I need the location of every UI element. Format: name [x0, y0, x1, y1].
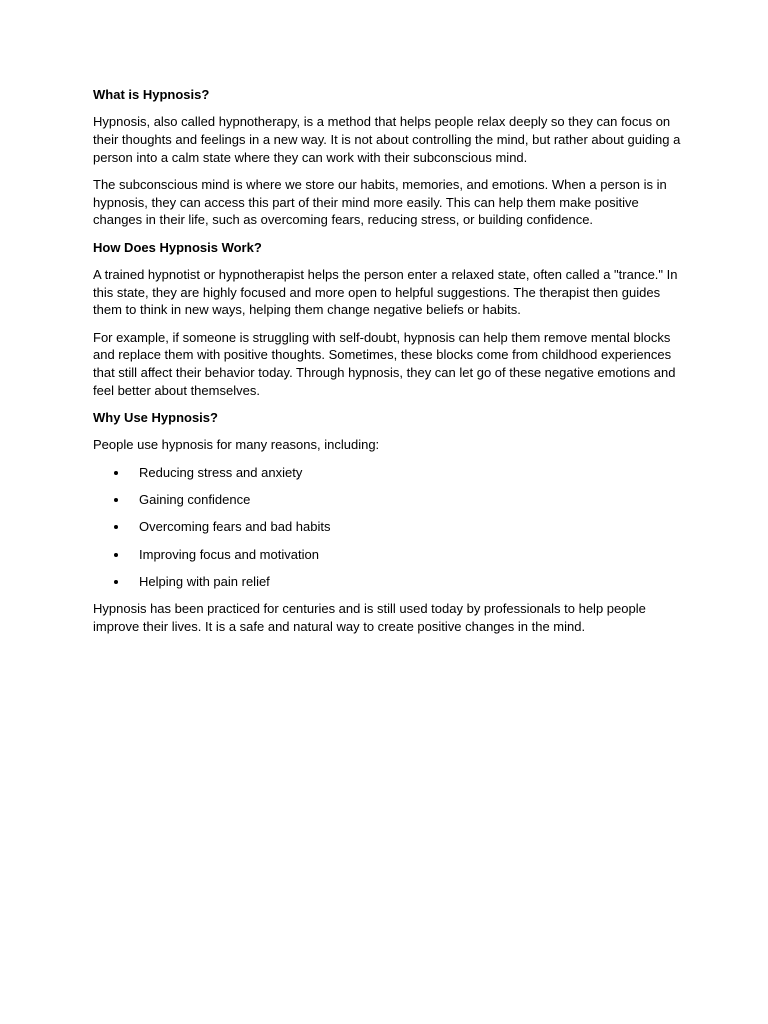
bullet-item — [93, 546, 683, 564]
bullet-item — [93, 491, 683, 509]
paragraph: Hypnosis, also called hypnotherapy, is a method that helps people relax deeply so they can focus on their thoughts and feelings in a new way. It is not about controlling the mind, but rather about guiding a person into a calm state where they can work with their subconscious mind. — [93, 114, 681, 165]
paragraph: A trained hypnotist or hypnotherapist helps the person enter a relaxed state, often called a "trance." In this state, they are highly focused and more open to helpful suggestions. The therapist then guides them to think in new ways, helping them change negative beliefs or habits. — [93, 267, 678, 318]
closing-paragraph: Hypnosis has been practiced for centuries and is still used today by professionals to help people improve their lives. It is a safe and natural way to create positive changes in the mind. — [93, 601, 646, 634]
bullet-icon — [114, 498, 118, 502]
list-intro: People use hypnosis for many reasons, including: — [93, 437, 380, 453]
bullet-text: Helping with pain relief — [139, 573, 270, 589]
bullet-text: Gaining confidence — [139, 492, 251, 507]
bullet-text: Reducing stress and anxiety — [139, 464, 303, 480]
document-body — [93, 86, 683, 645]
paragraph: The subconscious mind is where we store our habits, memories, and emotions. When a person is in hypnosis, they can access this part of their mind more easily. This can help them make positive changes in their life, such as overcoming fears, reducing stress, or building confidence. — [93, 177, 667, 228]
bullet-list — [93, 464, 683, 591]
bullet-text: Improving focus and motivation — [139, 546, 319, 562]
bullet-item — [93, 464, 683, 482]
bullet-item — [93, 573, 683, 591]
bullet-item — [93, 518, 683, 536]
section-heading: Why Use Hypnosis? — [93, 410, 218, 426]
section-heading: How Does Hypnosis Work? — [93, 239, 262, 255]
bullet-text: Overcoming fears and bad habits — [139, 519, 331, 535]
paragraph: For example, if someone is struggling with self-doubt, hypnosis can help them remove mental blocks and replace them with positive thoughts. Sometimes, these blocks come from childhood experiences that still affect their behavior today. Through hypnosis, they can let go of these negative emotions and feel better about themselves. — [93, 329, 676, 398]
section-heading: What is Hypnosis? — [93, 87, 210, 102]
bullet-icon — [114, 525, 118, 529]
bullet-icon — [114, 553, 118, 557]
bullet-icon — [114, 471, 118, 475]
bullet-icon — [114, 580, 118, 584]
